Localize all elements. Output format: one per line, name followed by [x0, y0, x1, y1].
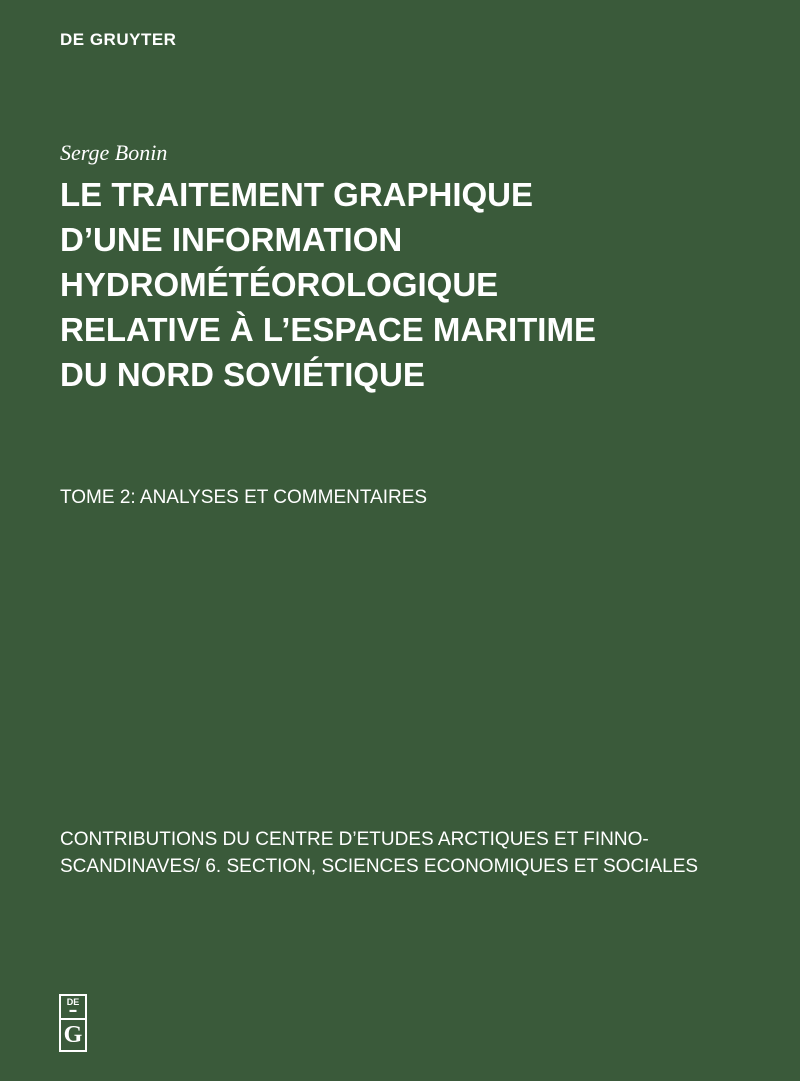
title-line: RELATIVE À L’ESPACE MARITIME [60, 311, 596, 348]
title-line: LE TRAITEMENT GRAPHIQUE [60, 176, 534, 213]
logo-bar: ▬ [69, 1007, 77, 1014]
series-line: SCANDINAVES/ 6. SECTION, SCIENCES ECONOMIQUES ET SOCIALES [60, 856, 699, 877]
title-line: DU NORD SOVIÉTIQUE [60, 356, 425, 393]
series-line: CONTRIBUTIONS DU CENTRE D’ETUDES ARCTIQUES ET FINNO- [60, 829, 649, 850]
logo-letter: G [63, 1022, 83, 1048]
logo-top-text: DE [66, 997, 80, 1007]
logo-top-box [61, 996, 85, 1020]
author-name: Serge Bonin [60, 140, 168, 165]
volume-subtitle: TOME 2: ANALYSES ET COMMENTAIRES [60, 487, 428, 508]
book-title [60, 172, 780, 397]
de-gruyter-logo-icon [59, 994, 87, 1052]
title-line: D’UNE INFORMATION [60, 221, 403, 258]
series-title [60, 826, 780, 880]
title-line: HYDROMÉTÉOROLOGIQUE [60, 266, 499, 303]
publisher-name: DE GRUYTER [60, 30, 177, 49]
